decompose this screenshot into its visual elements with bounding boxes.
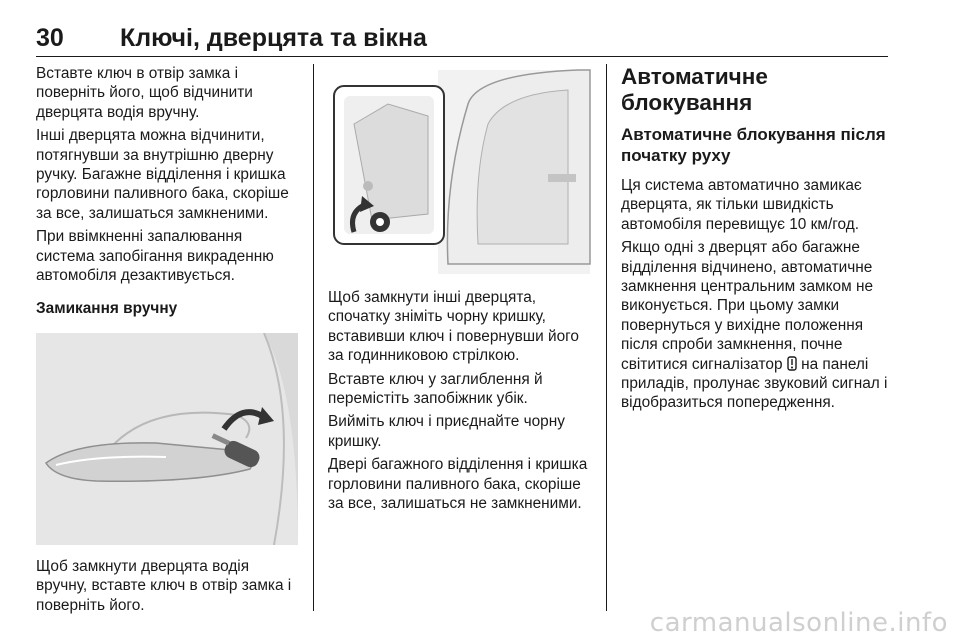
door-warning-icon (787, 356, 797, 371)
middle-column (328, 64, 594, 517)
paragraph-with-indicator (621, 238, 889, 413)
door-handle-illustration (36, 333, 298, 545)
left-column (36, 64, 302, 619)
header-rule (36, 56, 888, 57)
paragraph: Двері багажного відділення і кришка горловини паливного бака, скоріше за все, залишаться не замкненими. (328, 456, 588, 513)
paragraph-text: на панелі приладів, пролунає звуковий сигнал і відобразиться попередження. (621, 355, 888, 412)
paragraph: Інші дверцята можна відчинити, потягнувши за внутрішню дверну ручку. Багажне відділення і кришка горловини паливного бака, скоріше за все, залишаться замкненими. (36, 127, 289, 222)
paragraph: Вийміть ключ і приєднайте чорну кришку. (328, 413, 565, 450)
column-divider-1 (313, 64, 314, 611)
page-header (36, 24, 888, 56)
lock-cylinder-icon (370, 212, 390, 232)
chapter-title: Ключі, дверцята та вікна (120, 24, 427, 52)
paragraph: Щоб замкнути інші дверцята, спочатку зніміть чорну кришку, вставивши ключ і повернувши його за годинниковою стрілкою. (328, 289, 579, 365)
paragraph: При ввімкненні запалювання система запобігання викраденню автомобіля дезактивується. (36, 228, 274, 285)
subheading-manual-locking: Замикання вручну (36, 300, 178, 318)
watermark: carmanualsonline.info (649, 608, 948, 638)
door-lock-cover-illustration (328, 64, 592, 274)
section-heading: Автоматичне блокування (621, 64, 768, 115)
column-divider-2 (606, 64, 607, 611)
paragraph: Ця система автоматично замикає дверцята, як тільки швидкість автомобіля перевищує 10 км/год. (621, 177, 862, 233)
right-column (621, 64, 889, 417)
section-subheading: Автоматичне блокування після початку руху (621, 125, 886, 165)
paragraph: Вставте ключ в отвір замка і поверніть його, щоб відчинити дверцята водія вручну. (36, 65, 253, 121)
paragraph-text: Якщо одні з дверцят або багажне відділення відчинено, автоматичне замкнення центральним замком не виконується. При цьому замки повернуться у вихідне положення після спроби замкнення, почне світитися сигналізатор (621, 239, 873, 373)
paragraph: Вставте ключ у заглиблення й перемістіть запобіжник убік. (328, 370, 543, 408)
page-number: 30 (36, 24, 64, 52)
figure-caption: Щоб замкнути дверцята водія вручну, вставте ключ в отвір замка і поверніть його. (36, 557, 292, 614)
